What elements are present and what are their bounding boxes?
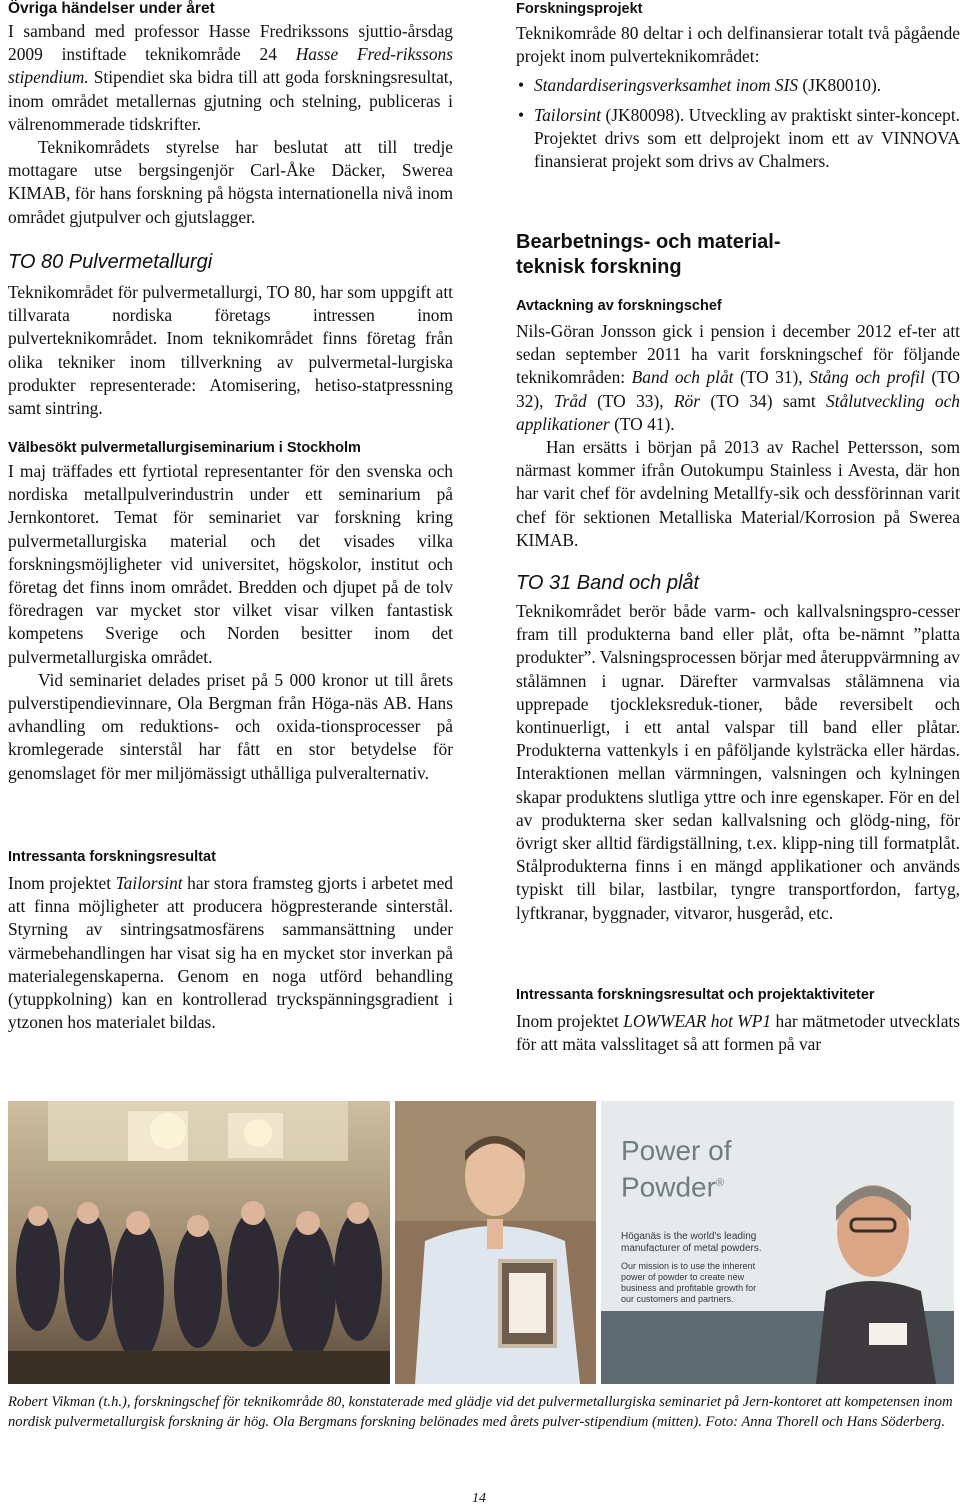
heading-avtackning: Avtackning av forskningschef — [516, 298, 722, 314]
heading-ovriga-handelser: Övriga händelser under året — [8, 0, 215, 17]
heading-to80: TO 80 Pulvermetallurgi — [8, 251, 213, 273]
list-item: • Tailorsint (JK80098). Utveckling av praktiskt sinter-koncept. Projektet drivs som ett delprojekt inom ett av VINNOVA finansierat projekt som drivs av Chalmers. — [516, 104, 960, 174]
heading-bearbetnings-line-1: Bearbetnings- och material- — [516, 231, 781, 253]
paragraph-avtackning-1: Nils-Göran Jonsson gick i pension i december 2012 ef-ter att sedan september 2011 ha varit forskningschef för följande teknikområden: Band och plåt (TO 31), Stång och profil (TO 32), Tråd (TO 33), Rör (TO 34) samt Stålutveckling och applikationer (TO 41). — [516, 321, 960, 434]
heading-valbesokt-seminarium: Välbesökt pulvermetallurgiseminarium i Stockholm — [8, 440, 361, 456]
paragraph-intressanta: Inom projektet Tailorsint har stora framsteg gjorts i arbetet med att finna möjligheter att producera högpresterande sinterstål. Styrning av sintringsatmosfärens sammansättning under värmebehandlingen har visat sig ha en mycket stor inverkan på materialegenskaperna. Genom en noga utförd behandling (ytuppkolning) kan en kontrollerad tryckspänningsgradient i ytzonen hos materialet bildas. — [8, 873, 453, 1033]
photo-award-winner — [395, 1101, 596, 1384]
paragraph-ovriga-1: I samband med professor Hasse Fredrikssons sjuttio-årsdag 2009 instiftade teknikområde 24 Hasse Fred-rikssons stipendium. Stipendiet ska bidra till att goda forskningsresultat, inom området metallernas gjutning och stelning, publiceras i välrenommerade tidskrifter. — [8, 21, 453, 134]
heading-bearbetnings-line-2: teknisk forskning — [516, 256, 682, 278]
photo-caption: Robert Vikman (t.h.), forskningschef för teknikområde 80, konstaterade med glädje vid det pulvermetallurgiska seminariet på Jern-kontoret att kompetensen inom nordisk pulvermetallurgisk forskning är hög. Ola Bergmans forskning belönades med årets pulver-stipendium (mitten). Foto: Anna Thorell och Hans Söderberg. — [8, 1394, 953, 1430]
paragraph-ovriga-2: Teknikområdets styrelse har beslutat att till tredje mottagare utse bergsingenjör Carl-Åke Däcker, Swerea KIMAB, för hans forskning på högsta internationella nivå inom området gjutpulver och gjutslagger. — [8, 137, 453, 227]
photo-strip — [8, 1101, 954, 1384]
photo-power-of-powder — [601, 1101, 954, 1384]
paragraph-valbesokt-2: Vid seminariet delades priset på 5 000 kronor ut till årets pulverstipendievinnare, Ola Bergman från Höga-näs AB. Hans avhandling om reduktions- och oxida-tionsprocesser på kromlegerade sinterstål har fått en stor betydelse för genomslaget för mer miljömässigt uthålliga pulveralternativ. — [8, 669, 453, 783]
banner-text-2: Our mission is to use the inherent power of powder to create new business and profitable growth for our customers and partners. — [621, 1261, 757, 1304]
paragraph-valbesokt-1: I maj träffades ett fyrtiotal representanter för den svenska och nordiska metallpulverindustrin under ett seminarium på Jernkontoret. Temat för seminariet var forskning kring pulvermetallurgiska material och det visades vilka forskningsmöjligheter vid universitet, högskolor, institut och företag det finns inom området. Bredden och djupet på de tolv föredragen var mycket stor vilket visar vilken fantastisk kompetens Sverige och Norden besitter inom det pulvermetallurgiska området. — [8, 461, 453, 667]
paragraph-to80: Teknikområdet för pulvermetallurgi, TO 80, har som uppgift att tillvarata nordiska företags intressen inom pulverteknikområdet. Inom teknikområdet finns företag från olika tekniker inom tillverkning av pulvermetal-lurgiska produkter representerade: Atomisering, hetiso-statpressning samt sintring. — [8, 282, 453, 419]
photo-seminar-crowd — [8, 1101, 390, 1384]
paragraph-lowwear: Inom projektet LOWWEAR hot WP1 har mätmetoder utvecklats för att mäta valsslitaget så att formen på var — [516, 1011, 960, 1055]
heading-intressanta-projektaktiviteter: Intressanta forskningsresultat och projektaktiviteter — [516, 987, 875, 1003]
heading-to31: TO 31 Band och plåt — [516, 572, 700, 594]
project-list — [516, 74, 960, 173]
banner-title-line-2: Powder® — [621, 1171, 725, 1203]
list-item: • Standardiseringsverksamhet inom SIS (JK80010). — [516, 74, 960, 97]
heading-forskningsprojekt: Forskningsprojekt — [516, 1, 643, 17]
banner-title-line-1: Power of — [621, 1135, 732, 1166]
paragraph-to31: Teknikområdet berör både varm- och kallvalsningspro-cesser fram till produkterna band eller plåt, ofta be-nämnt ”platta produkter”. Valsningsprocessen börjar med återuppvärmning av stålämnen i ugnar. Därefter varmvalsas stålämnena via upprepade tjockleksreduk-tioner, både reversibelt och kontinuerligt, i ett antal valspar till band eller plåtar. Produkterna vattenkyls i en påföljande kylsträcka eller härdas. Interaktionen mellan värmningen, valsningen och kylningen skapar produktens slutliga yttre och inre egenskaper. För en del av produkterna sker sedan kallvalsning och glödg-ning, för övrigt sker alltid färdigställning, t.ex. klipp-ning till formatplåt. Stålprodukterna finns i en mängd applikationer och används typiskt till bilar, lastbilar, tyngre transportfordon, fartyg, lyftkranar, byggnader, vitvaror, husgeråd, etc. — [516, 601, 960, 923]
page-number: 14 — [472, 1491, 486, 1506]
heading-intressanta-forskningsresultat: Intressanta forskningsresultat — [8, 849, 216, 865]
paragraph-forskningsprojekt: Teknikområde 80 deltar i och delfinansierar totalt två pågående projekt inom pulverteknikområdet: — [516, 23, 960, 67]
banner-text-1: Höganäs is the world's leading manufacturer of metal powders. — [621, 1231, 762, 1254]
paragraph-avtackning-2: Han ersätts i början på 2013 av Rachel Pettersson, som närmast kommer ifrån Outokumpu Stainless i Avesta, där hon har varit chef för avdelning Metallfy-sik och dessförinnan varit chef för sektionen Metalliska Material/Korrosion på Swerea KIMAB. — [516, 437, 960, 550]
